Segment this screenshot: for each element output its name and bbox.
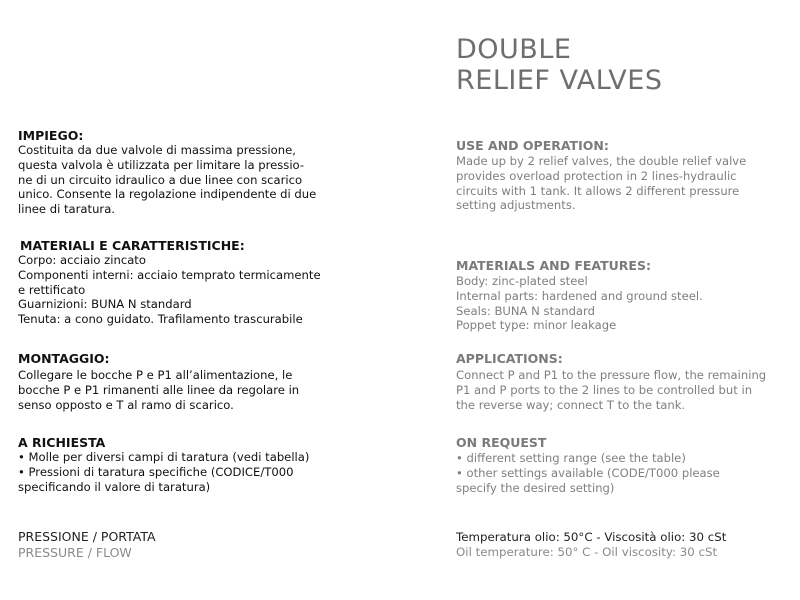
use-line: setting adjustments.: [456, 198, 576, 213]
montaggio-heading: MONTAGGIO:: [18, 351, 110, 366]
pressione-portata: PRESSIONE / PORTATA: [18, 529, 156, 544]
applications-text: [456, 368, 766, 412]
oil-spec-en: Oil temperature: 50° C - Oil viscosity: 30 cSt: [456, 545, 718, 559]
materials-line: Seals: BUNA N standard: [456, 303, 595, 318]
title-line-1: DOUBLE: [456, 34, 572, 65]
title-line-2: RELIEF VALVES: [456, 65, 663, 96]
applications-line: Connect P and P1 to the pressure flow, the remaining: [456, 368, 767, 382]
request-text: [456, 451, 720, 495]
oil-spec: [456, 530, 726, 560]
materiali-line: Tenuta: a cono guidato. Trafilamento trascurabile: [18, 312, 303, 327]
montaggio-line: bocche P e P1 rimanenti alle linee da regolare in: [18, 382, 300, 397]
pressure-flow: PRESSURE / FLOW: [18, 545, 132, 560]
montaggio-line: senso opposto e T al ramo di scarico.: [18, 397, 234, 412]
pressure-flow-caption: [18, 529, 156, 561]
oil-spec-it: Temperatura olio: 50°C - Viscosità olio: 30 cSt: [456, 530, 727, 544]
use-line: circuits with 1 tank. It allows 2 different pressure: [456, 183, 740, 198]
impiego-line: questa valvola è utilizzata per limitare la pressio-: [18, 157, 305, 172]
richiesta-line: • Pressioni di taratura specifiche (CODICE/T000: [18, 464, 294, 479]
richiesta-heading: A RICHIESTA: [18, 435, 106, 450]
request-line: • other settings available (CODE/T000 please: [456, 465, 720, 480]
richiesta-line: • Molle per diversi campi di taratura (vedi tabella): [18, 450, 310, 464]
materials-line: Poppet type: minor leakage: [456, 318, 617, 333]
impiego-line: ne di un circuito idraulico a due linee con scarico: [18, 172, 303, 187]
materials-line: Internal parts: hardened and ground steel.: [456, 288, 703, 303]
request-heading: ON REQUEST: [456, 435, 547, 450]
applications-line: the reverse way; connect T to the tank.: [456, 397, 686, 412]
materiali-heading: MATERIALI E CARATTERISTICHE:: [20, 238, 245, 253]
richiesta-line: specificando il valore di taratura): [18, 479, 211, 494]
materials-heading: MATERIALS AND FEATURES:: [456, 258, 651, 273]
impiego-heading: IMPIEGO:: [18, 128, 84, 143]
materiali-line: Guarnizioni: BUNA N standard: [18, 297, 192, 312]
montaggio-text: [18, 368, 299, 412]
richiesta-text: [18, 450, 309, 494]
montaggio-line: Collegare le bocche P e P1 all’alimentazione, le: [18, 368, 293, 382]
materiali-line: Corpo: acciaio zincato: [18, 253, 146, 267]
materiali-line: e rettificato: [18, 282, 86, 297]
impiego-line: unico. Consente la regolazione indipendente di due: [18, 187, 317, 202]
request-line: • different setting range (see the table): [456, 451, 686, 465]
request-line: specify the desired setting): [456, 480, 615, 495]
use-line: provides overload protection in 2 lines-hydraulic: [456, 168, 737, 183]
applications-line: P1 and P ports to the 2 lines to be controlled but in: [456, 382, 753, 397]
impiego-text: [18, 143, 316, 217]
materials-text: [456, 274, 703, 333]
impiego-line: Costituita da due valvole di massima pressione,: [18, 143, 296, 157]
materiali-text: [18, 253, 321, 327]
page-title: [456, 34, 662, 96]
materials-line: Body: zinc-plated steel: [456, 274, 588, 288]
use-text: [456, 154, 746, 213]
use-line: Made up by 2 relief valves, the double relief valve: [456, 154, 747, 168]
impiego-line: linee di taratura.: [18, 202, 115, 217]
materiali-line: Componenti interni: acciaio temprato termicamente: [18, 267, 321, 282]
applications-heading: APPLICATIONS:: [456, 351, 563, 366]
use-heading: USE AND OPERATION:: [456, 138, 609, 153]
